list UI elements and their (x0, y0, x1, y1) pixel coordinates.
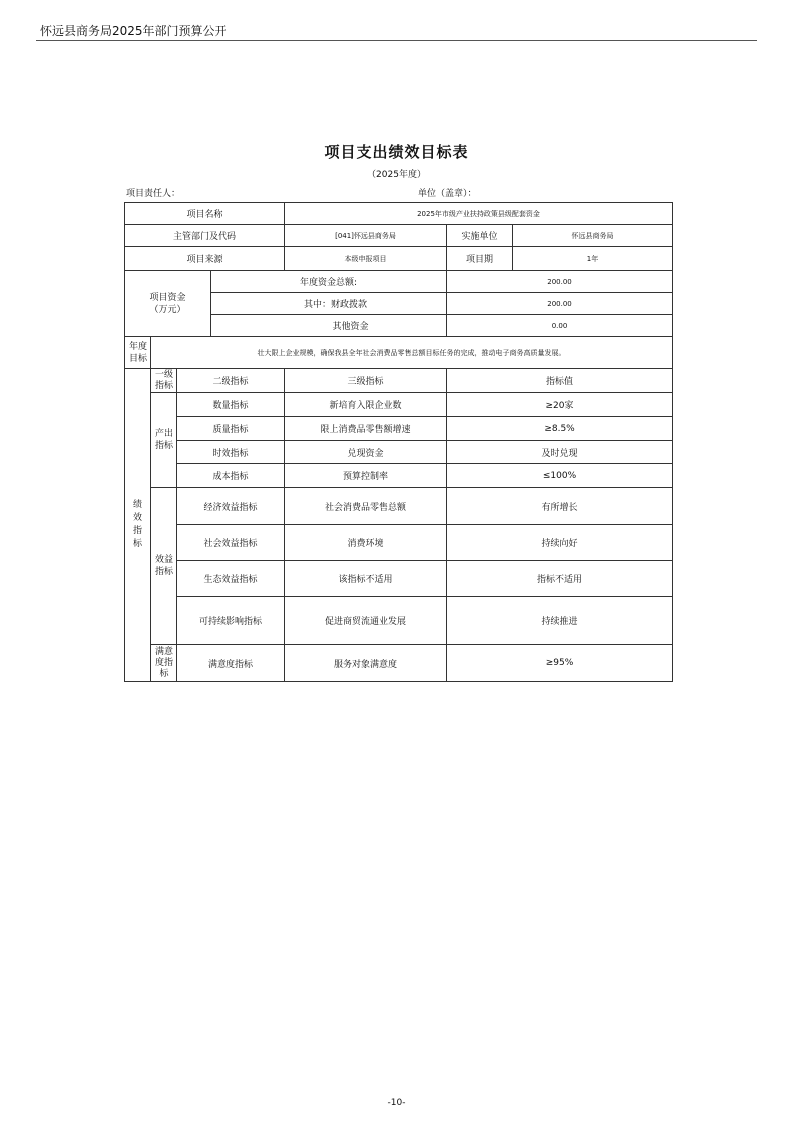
output-l2: 成本指标 (177, 464, 285, 488)
output-l3: 预算控制率 (285, 464, 447, 488)
benefit-l2: 社会效益指标 (177, 525, 285, 561)
output-value: 及时兑现 (447, 441, 673, 464)
unit-seal-label: 单位（盖章）： (418, 189, 477, 199)
source-value: 本级申报项目 (285, 247, 447, 271)
row-output-4 (125, 464, 673, 488)
row-indicator-header (125, 369, 673, 393)
output-l3: 限上消费品零售额增速 (285, 417, 447, 441)
benefit-l3: 社会消费品零售总额 (285, 488, 447, 525)
fund-total-label: 年度资金总额: (211, 271, 447, 293)
responsible-label: 项目责任人： (126, 189, 181, 199)
source-label: 项目来源 (125, 247, 285, 271)
row-fund-total (125, 271, 673, 293)
period-value: 1年 (513, 247, 673, 271)
row-department (125, 225, 673, 247)
row-output-1 (125, 393, 673, 417)
table-title: 项目支出绩效目标表 (324, 143, 469, 161)
performance-target-table (124, 202, 673, 682)
col-value-header: 指标值 (447, 369, 673, 393)
col-level1-header: 一级指标 (151, 369, 177, 393)
benefit-l3: 该指标不适用 (285, 561, 447, 597)
benefit-value: 指标不适用 (447, 561, 673, 597)
row-annual-goal (125, 337, 673, 369)
row-output-2 (125, 417, 673, 441)
fund-total-value: 200.00 (447, 271, 673, 293)
benefit-l2: 生态效益指标 (177, 561, 285, 597)
output-l2: 质量指标 (177, 417, 285, 441)
satisfaction-l3: 服务对象满意度 (285, 645, 447, 682)
benefit-l2: 经济效益指标 (177, 488, 285, 525)
output-l3: 兑现资金 (285, 441, 447, 464)
row-benefit-3 (125, 561, 673, 597)
table-year: （2025年度） (367, 170, 426, 180)
annual-goal-value: 壮大限上企业规模，确保我县全年社会消费品零售总额目标任务的完成，推动电子商务高质量发展。 (151, 337, 673, 369)
project-name-value: 2025年市级产业扶持政策县级配套资金 (285, 203, 673, 225)
benefit-value: 有所增长 (447, 488, 673, 525)
satisfaction-value: ≥95% (447, 645, 673, 682)
period-label: 项目期 (447, 247, 513, 271)
impl-unit-label: 实施单位 (447, 225, 513, 247)
benefit-indicator-label: 效益指标 (151, 488, 177, 645)
satisfaction-indicator-label: 满意度指标 (151, 645, 177, 682)
row-benefit-4 (125, 597, 673, 645)
fund-other-label: 其他资金 (211, 315, 447, 337)
benefit-value: 持续向好 (447, 525, 673, 561)
row-benefit-1 (125, 488, 673, 525)
dept-label: 主管部门及代码 (125, 225, 285, 247)
output-value: ≥20家 (447, 393, 673, 417)
fund-other-value: 0.00 (447, 315, 673, 337)
col-level3-header: 三级指标 (285, 369, 447, 393)
document-header: 怀远县商务局2025年部门预算公开 (40, 24, 227, 38)
page-number: -10- (387, 1098, 406, 1108)
output-indicator-label: 产出指标 (151, 393, 177, 488)
header-rule (36, 40, 757, 41)
row-output-3 (125, 441, 673, 464)
benefit-l3: 促进商贸流通业发展 (285, 597, 447, 645)
dept-value: [041]怀远县商务局 (285, 225, 447, 247)
output-l2: 时效指标 (177, 441, 285, 464)
row-source (125, 247, 673, 271)
benefit-l2: 可持续影响指标 (177, 597, 285, 645)
output-l2: 数量指标 (177, 393, 285, 417)
benefit-l3: 消费环境 (285, 525, 447, 561)
fund-label: 项目资金（万元） (125, 271, 211, 337)
output-value: ≥8.5% (447, 417, 673, 441)
row-benefit-2 (125, 525, 673, 561)
fund-fiscal-value: 200.00 (447, 293, 673, 315)
row-project-name (125, 203, 673, 225)
satisfaction-l2: 满意度指标 (177, 645, 285, 682)
col-level2-header: 二级指标 (177, 369, 285, 393)
output-l3: 新培育入限企业数 (285, 393, 447, 417)
row-satisfaction (125, 645, 673, 682)
benefit-value: 持续推进 (447, 597, 673, 645)
annual-goal-label: 年度目标 (125, 337, 151, 369)
fund-fiscal-label: 其中：财政拨款 (211, 293, 447, 315)
impl-unit-value: 怀远县商务局 (513, 225, 673, 247)
project-name-label: 项目名称 (125, 203, 285, 225)
performance-indicator-label: 绩效指标 (125, 369, 151, 682)
output-value: ≤100% (447, 464, 673, 488)
